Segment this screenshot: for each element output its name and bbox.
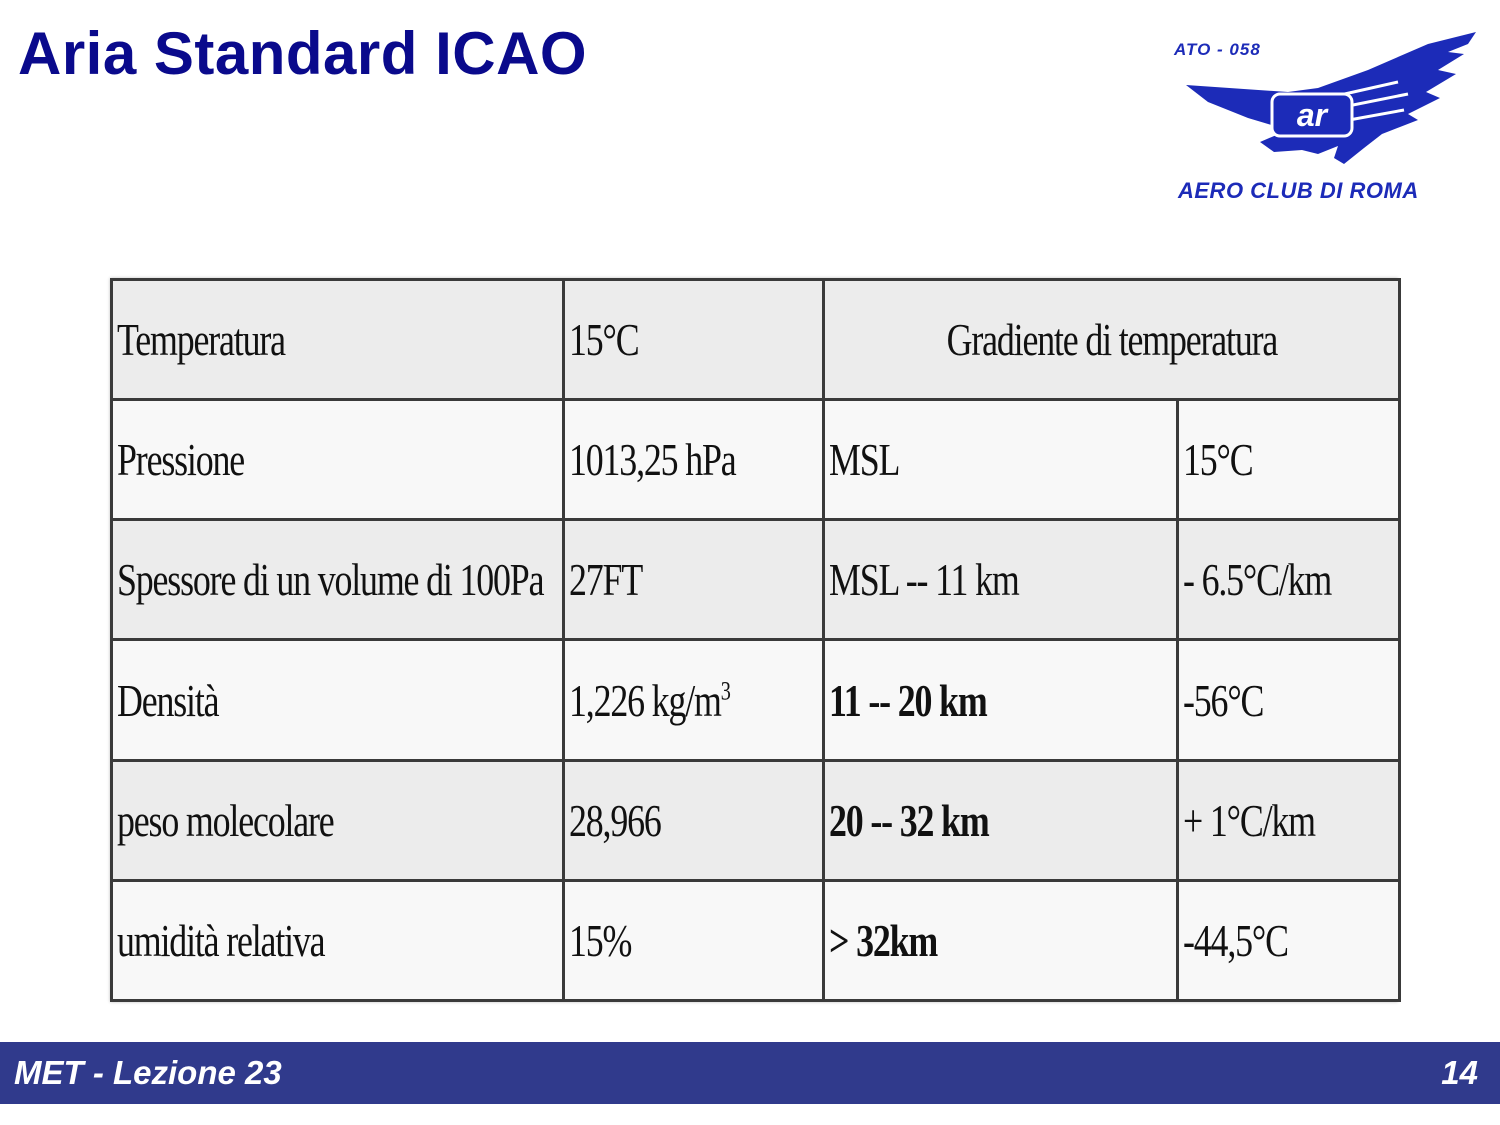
table-cell: 27FT — [564, 520, 824, 640]
svg-text:ar: ar — [1296, 97, 1328, 133]
density-value: 1,226 kg/m — [569, 674, 721, 726]
aero-club-logo — [1168, 30, 1486, 210]
table-cell — [564, 640, 824, 760]
page-number: 14 — [1441, 1054, 1478, 1091]
table-cell: 20 -- 32 km — [824, 760, 1178, 880]
table-row — [112, 760, 1400, 880]
table-cell: 15°C — [1178, 400, 1400, 520]
table-cell: Pressione — [112, 400, 564, 520]
table-cell: Densità — [112, 640, 564, 760]
density-exponent: 3 — [720, 676, 730, 706]
table-cell: 1013,25 hPa — [564, 400, 824, 520]
lesson-label: MET - Lezione 23 — [14, 1054, 282, 1091]
table-cell: Spessore di un volume di 100Pa — [112, 520, 564, 640]
slide-footer — [0, 1042, 1500, 1104]
table-cell: peso molecolare — [112, 760, 564, 880]
table-cell: umidità relativa — [112, 880, 564, 1000]
slide-title: Aria Standard ICAO — [18, 20, 588, 87]
table-cell: MSL -- 11 km — [824, 520, 1178, 640]
table-cell: -56°C — [1178, 640, 1400, 760]
icao-standard-table — [110, 278, 1398, 1002]
table-cell: - 6.5°C/km — [1178, 520, 1400, 640]
table-row — [112, 400, 1400, 520]
table-row — [112, 280, 1400, 400]
table-cell: -44,5°C — [1178, 880, 1400, 1000]
table-row — [112, 640, 1400, 760]
logo-name: AERO CLUB DI ROMA — [1178, 178, 1419, 203]
ar-monogram — [1272, 94, 1352, 136]
table-cell: 28,966 — [564, 760, 824, 880]
table-cell: 11 -- 20 km — [824, 640, 1178, 760]
table-cell: Temperatura — [112, 280, 564, 400]
table-cell: 15°C — [564, 280, 824, 400]
table-row — [112, 520, 1400, 640]
gradient-header: Gradiente di temperatura — [824, 280, 1400, 400]
table-row — [112, 880, 1400, 1000]
table-cell: MSL — [824, 400, 1178, 520]
table-cell: 15% — [564, 880, 824, 1000]
logo-code: ATO - 058 — [1174, 40, 1261, 59]
table-cell: > 32km — [824, 880, 1178, 1000]
table-cell: + 1°C/km — [1178, 760, 1400, 880]
